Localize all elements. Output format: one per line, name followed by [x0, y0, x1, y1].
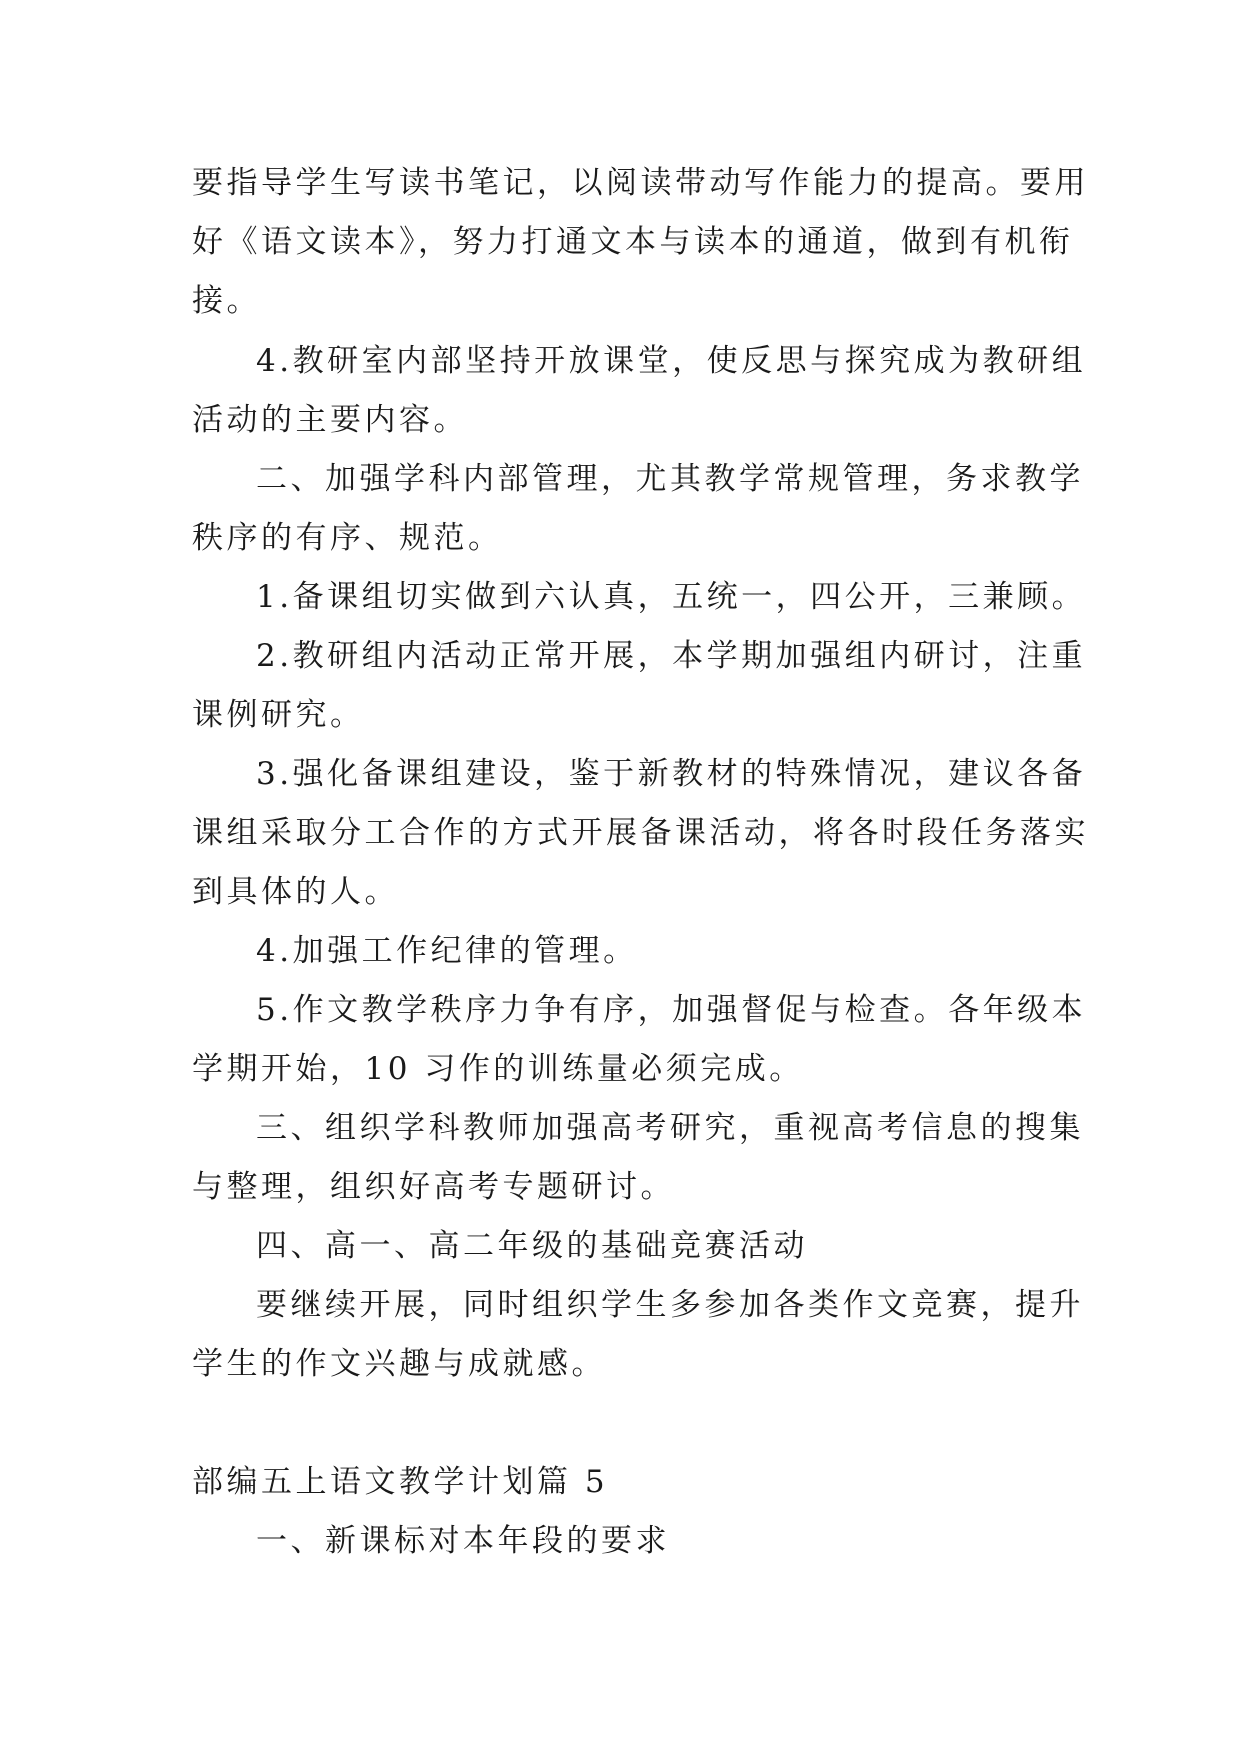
text-line: 要继续开展，同时组织学生多参加各类作文竞赛，提升 [256, 1287, 1084, 1323]
section-heading-3: 三、组织学科教师加强高考研究，重视高考信息的搜集 [256, 1110, 1084, 1146]
text-line: 要指导学生写读书笔记，以阅读带动写作能力的提高。要用 [192, 165, 1089, 201]
text-line: 4.加强工作纪律的管理。 [256, 933, 638, 969]
text-line: 5.作文教学秩序力争有序，加强督促与检查。各年级本 [256, 992, 1087, 1028]
text-line: 4.教研室内部坚持开放课堂，使反思与探究成为教研组 [256, 343, 1087, 379]
text-line: 与整理，组织好高考专题研讨。 [192, 1169, 675, 1205]
section-heading-2: 二、加强学科内部管理，尤其教学常规管理，务求教学 [256, 461, 1084, 497]
text-line: 3.强化备课组建设，鉴于新教材的特殊情况，建议各备 [256, 756, 1087, 792]
text-line: 好《语文读本》，努力打通文本与读本的通道，做到有机衔 [192, 224, 1074, 260]
section-heading-4: 四、高一、高二年级的基础竞赛活动 [256, 1228, 808, 1264]
text-line: 1.备课组切实做到六认真，五统一，四公开，三兼顾。 [256, 579, 1087, 615]
text-line: 2.教研组内活动正常开展，本学期加强组内研讨，注重 [256, 638, 1087, 674]
text-line: 到具体的人。 [192, 874, 399, 910]
text-line: 秩序的有序、规范。 [192, 520, 503, 556]
article-title: 部编五上语文教学计划篇 5 [192, 1464, 609, 1500]
text-line: 学期开始，10 习作的训练量必须完成。 [192, 1051, 804, 1087]
text-line: 课组采取分工合作的方式开展备课活动，将各时段任务落实 [192, 815, 1089, 851]
section-heading-1: 一、新课标对本年段的要求 [256, 1523, 670, 1559]
text-line: 学生的作文兴趣与成就感。 [192, 1346, 606, 1382]
text-line: 课例研究。 [192, 697, 365, 733]
text-line: 活动的主要内容。 [192, 402, 468, 438]
text-line: 接。 [192, 283, 261, 319]
